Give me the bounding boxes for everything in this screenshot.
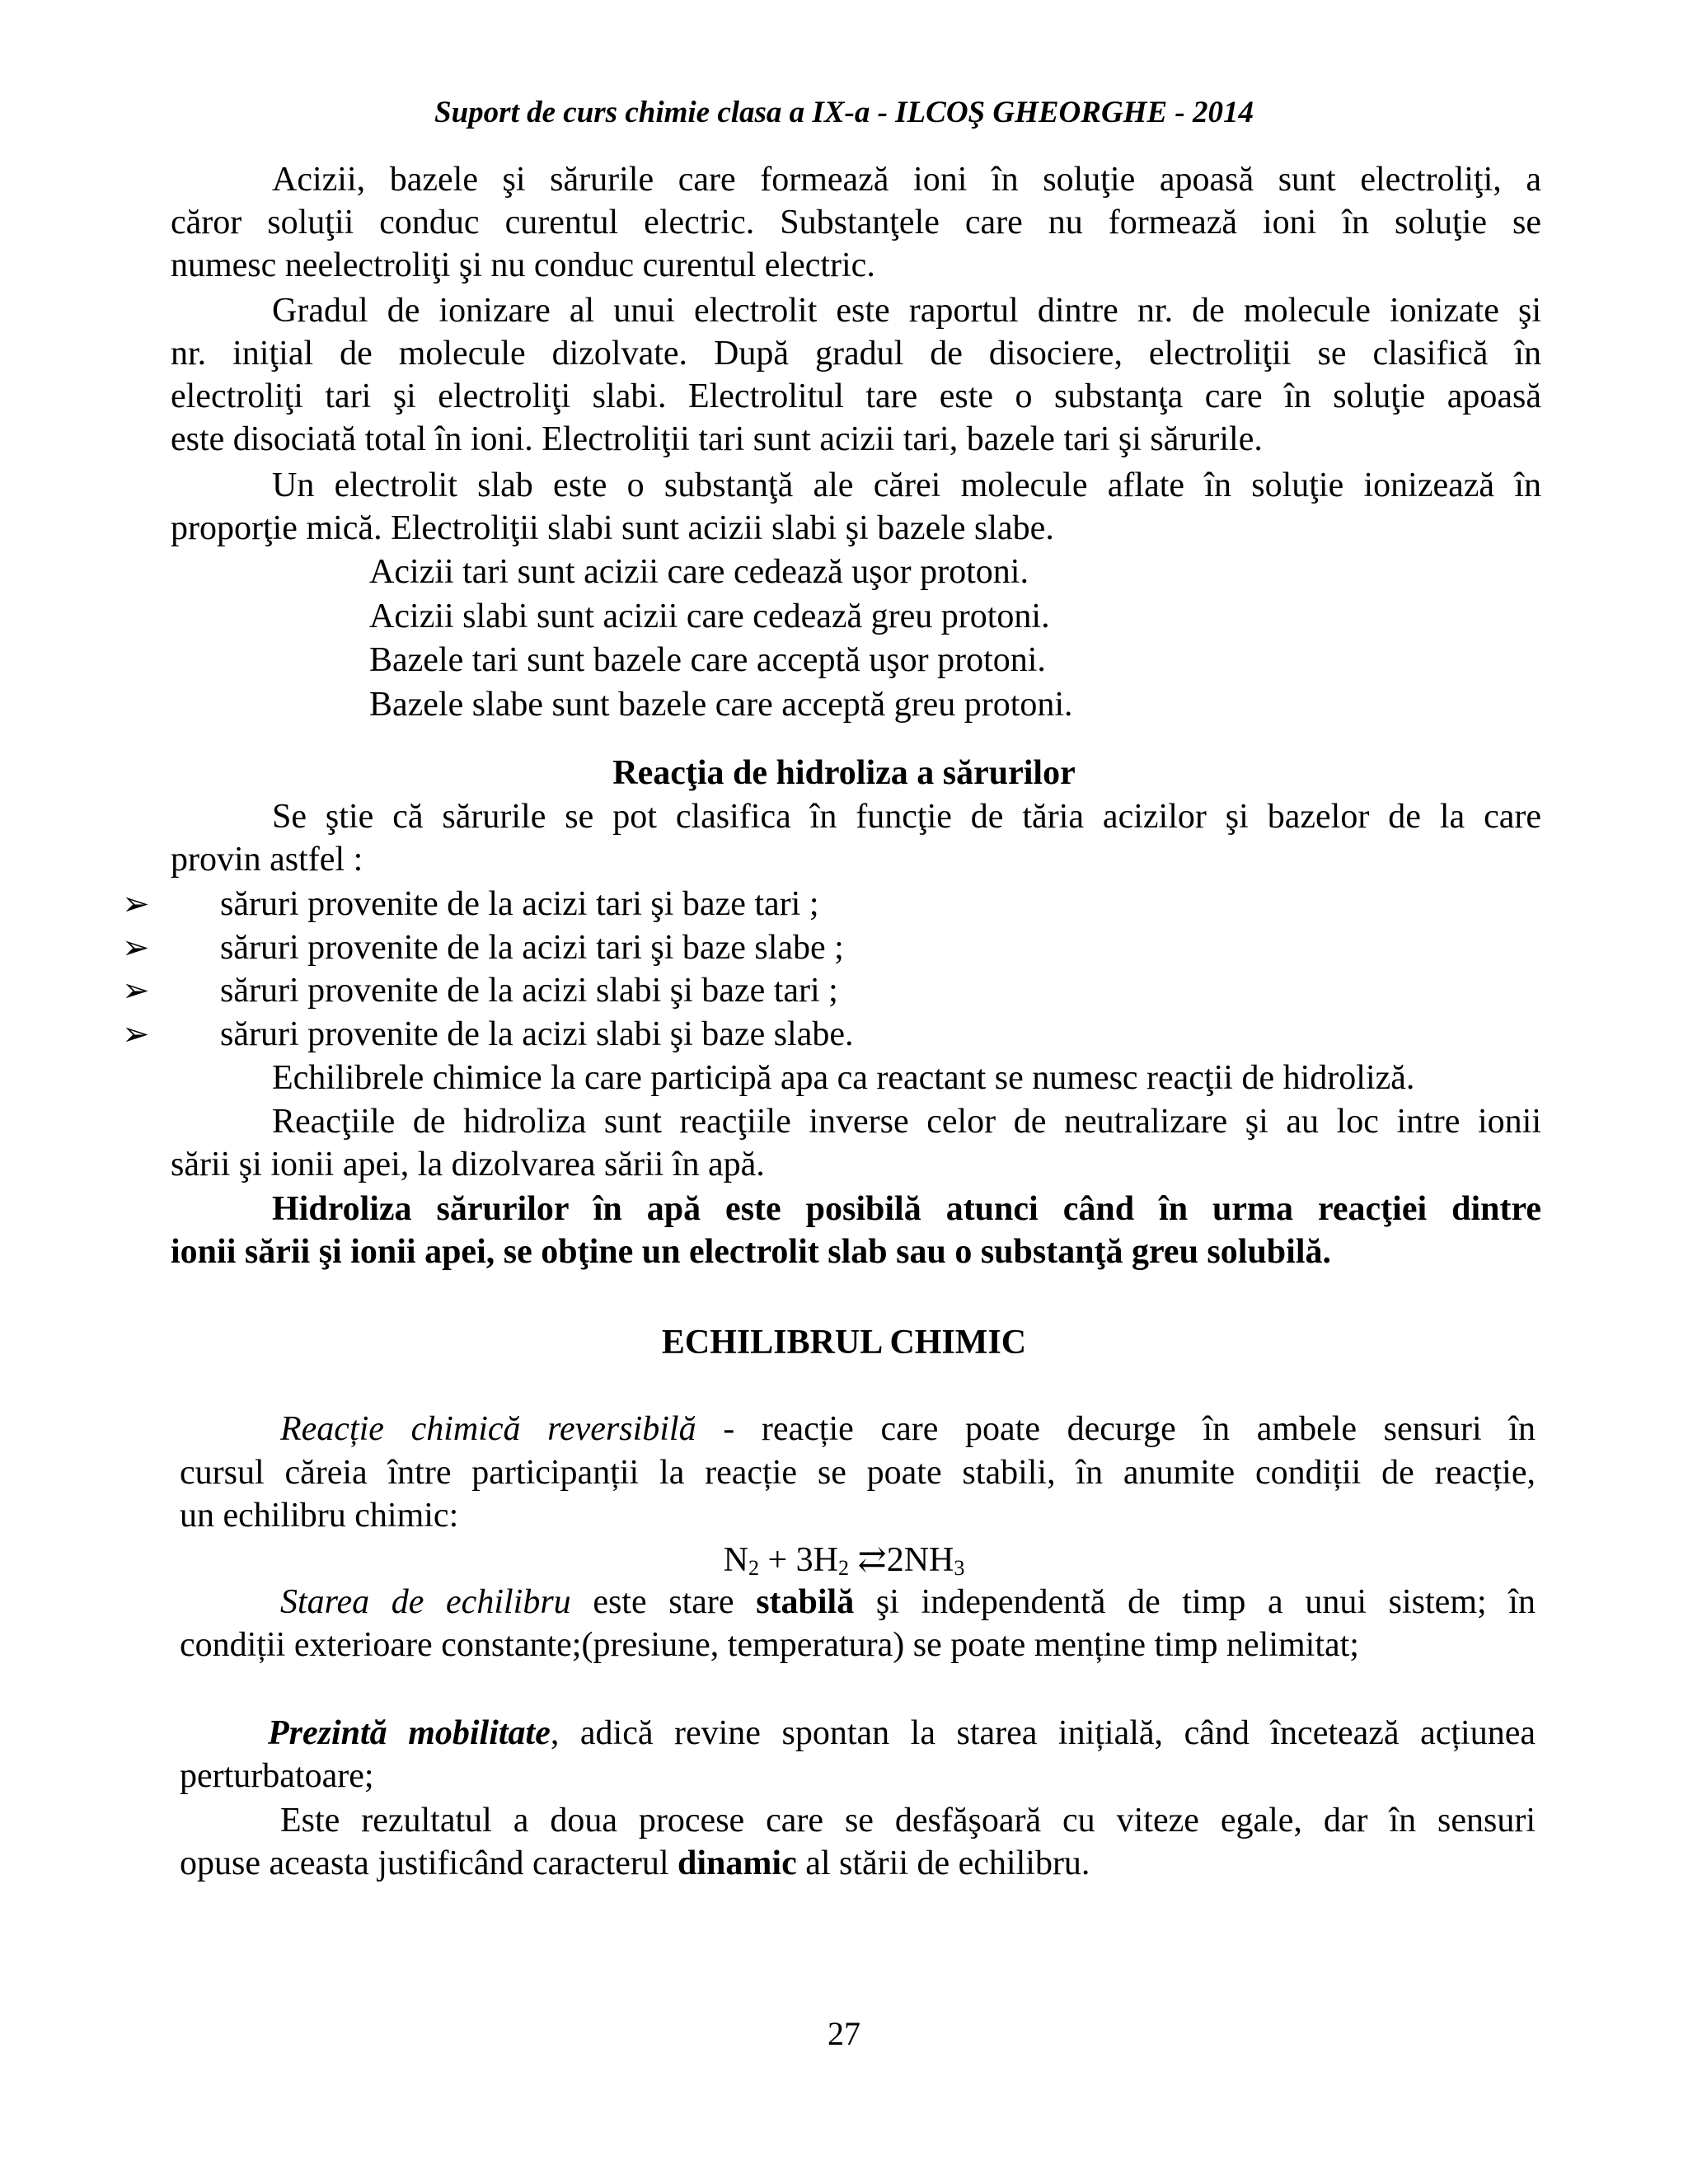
- text-line: căror soluţii conduc curentul electric. Substanţele care nu formează ioni în soluţie se: [171, 204, 1541, 241]
- text-span: este stare: [570, 1583, 757, 1621]
- bullet-arrow-icon: ➢: [122, 1015, 150, 1052]
- eq-part: + 3H: [758, 1541, 838, 1579]
- text-span: şi independentă de timp a unui sistem; în: [854, 1583, 1536, 1621]
- text-line: un echilibru chimic:: [180, 1497, 459, 1535]
- text-span: al stării de echilibru.: [796, 1844, 1090, 1882]
- term-reversible: Reacție chimică reversibilă: [280, 1410, 696, 1448]
- bold-term-stable: stabilă: [756, 1583, 855, 1621]
- definition-line: Acizii slabi sunt acizii care cedează greu protoni.: [369, 598, 1050, 635]
- bold-line: Hidroliza sărurilor în apă este posibilă atunci când în urma reacţiei dintre: [272, 1190, 1541, 1228]
- text-line: electroliţi tari şi electroliţi slabi. Electrolitul tare este o substanţa care în soluţie apoasă: [171, 377, 1541, 415]
- bullet-item: săruri provenite de la acizi tari şi baze tari ;: [220, 885, 819, 923]
- bold-line: ionii sării şi ionii apei, se obţine un electrolit slab sau o substanţă greu solubilă.: [171, 1233, 1332, 1271]
- bullet-item: săruri provenite de la acizi slabi şi baze tari ;: [220, 972, 838, 1010]
- text-line-reversible: [280, 1408, 1536, 1451]
- text-span: opuse aceasta justificând caracterul: [180, 1844, 678, 1882]
- eq-part: N: [723, 1541, 748, 1579]
- text-line: este disociată total în ioni. Electroliţii tari sunt acizii tari, bazele tari şi sărurile.: [171, 420, 1263, 458]
- bold-term-dynamic: dinamic: [678, 1844, 797, 1882]
- text-line-equilibrium: [280, 1581, 1536, 1624]
- bullet-arrow-icon: ➢: [122, 929, 150, 966]
- page-header: Suport de curs chimie clasa a IX-a - ILCOŞ GHEORGHE - 2014: [434, 96, 1254, 129]
- text-line: cursul căreia între participanții la reacție se poate stabili, în anumite condiții de reacție,: [180, 1454, 1536, 1492]
- text-line: Reacţiile de hidroliza sunt reacţiile inverse celor de neutralizare şi au loc intre ionii: [272, 1103, 1541, 1141]
- bullet-item: săruri provenite de la acizi slabi şi baze slabe.: [220, 1015, 854, 1053]
- text-line-dynamic: [180, 1842, 1090, 1885]
- term-mobility: Prezintă mobilitate: [268, 1714, 551, 1752]
- term-equilibrium: Starea de echilibru: [280, 1583, 571, 1621]
- section-title-hydrolysis: Reacţia de hidroliza a sărurilor: [612, 754, 1076, 792]
- text-line: Un electrolit slab este o substanţă ale cărei molecule aflate în soluţie ionizează în: [272, 466, 1541, 504]
- text-span: , adică revine spontan la starea inițială, când încetează acțiunea: [550, 1714, 1536, 1752]
- eq-reversible-arrow: ⇄2NH: [849, 1541, 954, 1579]
- text-line: Este rezultatul a doua procese care se desfăşoară cu viteze egale, dar în sensuri: [280, 1802, 1536, 1840]
- bullet-arrow-icon: ➢: [122, 885, 150, 922]
- text-line: Echilibrele chimice la care participă apa ca reactant se numesc reacţii de hidroliză.: [272, 1059, 1415, 1097]
- text-line: numesc neelectroliţi şi nu conduc curentul electric.: [171, 246, 875, 284]
- eq-subscript: 3: [954, 1556, 965, 1581]
- eq-subscript: 2: [748, 1556, 759, 1581]
- eq-subscript: 2: [838, 1556, 850, 1581]
- definition-line: Bazele tari sunt bazele care acceptă uşor protoni.: [369, 641, 1046, 679]
- text-line: sării şi ionii apei, la dizolvarea sării în apă.: [171, 1146, 765, 1183]
- bullet-item: săruri provenite de la acizi tari şi baze slabe ;: [220, 929, 844, 967]
- text-line: perturbatoare;: [180, 1757, 374, 1795]
- text-line: Se ştie că sărurile se pot clasifica în funcţie de tăria acizilor şi bazelor de la care: [272, 798, 1541, 836]
- text-line: Gradul de ionizare al unui electrolit este raportul dintre nr. de molecule ionizate şi: [272, 292, 1541, 330]
- text-line: proporţie mică. Electroliţii slabi sunt acizii slabi şi bazele slabe.: [171, 509, 1054, 547]
- bullet-arrow-icon: ➢: [122, 972, 150, 1009]
- text-span: - reacție care poate decurge în ambele sensuri în: [696, 1410, 1536, 1448]
- text-line: Acizii, bazele şi sărurile care formează ioni în soluţie apoasă sunt electroliţi, a: [272, 161, 1541, 199]
- section-title-chemical-equilibrium: ECHILIBRUL CHIMIC: [661, 1324, 1027, 1361]
- text-line: nr. iniţial de molecule dizolvate. După gradul de disociere, electroliţii se clasifică în: [171, 335, 1541, 373]
- text-line: provin astfel :: [171, 841, 363, 879]
- definition-line: Acizii tari sunt acizii care cedează uşor protoni.: [369, 553, 1029, 591]
- text-line-mobility: [268, 1712, 1536, 1755]
- definition-line: Bazele slabe sunt bazele care acceptă greu protoni.: [369, 686, 1073, 724]
- text-line: condiții exterioare constante;(presiune, temperatura) se poate menține timp nelimitat;: [180, 1626, 1359, 1664]
- page-number: 27: [828, 2015, 860, 2052]
